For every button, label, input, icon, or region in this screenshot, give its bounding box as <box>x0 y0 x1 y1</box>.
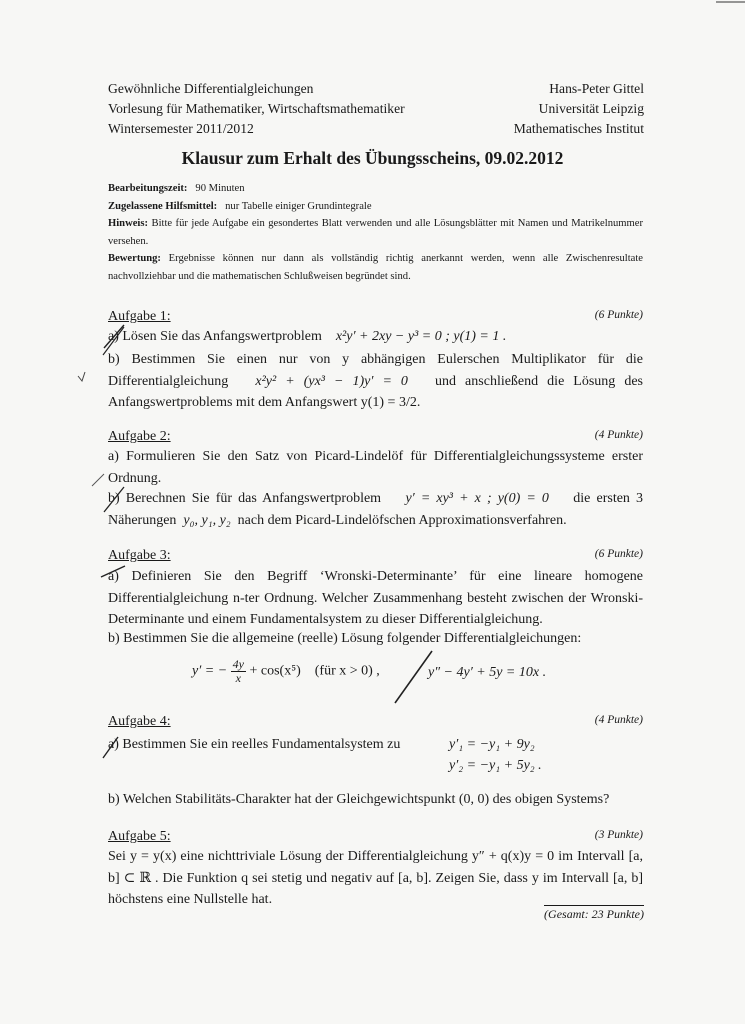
check-mark <box>78 372 85 381</box>
task-4-title: Aufgabe 4: <box>108 714 171 729</box>
task-2-points: (4 Punkte) <box>594 429 643 441</box>
task-2-title: Aufgabe 2: <box>108 429 171 444</box>
institute-name: Mathematisches Institut <box>513 121 644 136</box>
task-4-b-text: b) Welchen Stabilitäts-Charakter hat der Gleichgewichtspunkt (0, 0) des obigen Systems? <box>108 792 610 807</box>
exam-meta <box>108 180 643 286</box>
task-3-eq1 <box>192 658 380 685</box>
task-5-header <box>108 829 643 845</box>
task-5-points: (3 Punkte) <box>594 829 643 841</box>
total-points: (Gesamt: 23 Punkte) <box>544 907 644 921</box>
task-1-b <box>108 349 643 414</box>
time-label: Bearbeitungszeit: <box>108 183 188 194</box>
course-semester: Wintersemester 2011/2012 <box>108 121 254 136</box>
task-3-points: (6 Punkte) <box>594 548 643 560</box>
task-3-eq1-rhs: + cos(x⁵) <box>249 663 301 679</box>
course-audience: Vorlesung für Mathematiker, Wirtschaftsmathematiker <box>108 101 405 116</box>
task-5-title: Aufgabe 5: <box>108 829 171 844</box>
course-name: Gewöhnliche Differentialgleichungen <box>108 81 314 96</box>
task-3-a <box>108 566 643 631</box>
task-1-b-math: x²y² + (yx³ − 1)y′ = 0 <box>255 373 408 389</box>
task-2-b-math-2: y₀, y₁, y₂ <box>183 512 231 528</box>
hint-label: Hinweis: <box>108 218 149 230</box>
aids-label: Zugelassene Hilfsmittel: <box>108 200 218 212</box>
task-4-b <box>108 789 643 811</box>
task-2-b-math: y′ = xy³ + x ; y(0) = 0 <box>405 491 549 506</box>
institution-info <box>514 79 644 139</box>
task-3-eq2: y″ − 4y′ + 5y = 10x . <box>428 665 547 680</box>
task-2-b-text-3: nach dem Picard-Lindelöfschen Approximationsverfahren. <box>237 512 567 528</box>
course-info <box>108 79 405 139</box>
task-3-eq1-frac <box>231 658 246 685</box>
task-4-a <box>108 734 428 756</box>
task-3-eq1-den: x <box>235 671 241 685</box>
task-2-b <box>108 488 643 531</box>
task-1-a <box>108 326 643 348</box>
aids-value: nur Tabelle einiger Grundintegrale <box>225 200 372 212</box>
task-3-eq1-cond: (für x > 0) , <box>314 663 380 679</box>
strike-mark-3b <box>395 651 432 703</box>
task-2-b-text-1: b) Berechnen Sie für das Anfangswertproblem <box>108 491 382 506</box>
task-2-header <box>108 429 643 445</box>
task-2-a-text: a) Formulieren Sie den Satz von Picard-Lindelöf für Differentialgleichungssysteme erster Ordnung. <box>108 449 643 486</box>
task-2-b-text-2: die ersten 3 Näherungen <box>108 491 644 528</box>
task-1-a-math: x²y′ + 2xy − y³ = 0 ; y(1) = 1 . <box>335 329 507 344</box>
task-4-sys1: y′₁ = −y₁ + 9y₂ <box>449 737 535 752</box>
task-5-text: Sei y = y(x) eine nichttriviale Lösung der Differentialgleichung y″ + q(x)y = 0 im Intervall [a, b] ⊂ ℝ . Die Funktion q sei stetig und negativ auf [a, b]. Zeigen Sie, dass y im Intervall [a, b] höchstens eine Nullstelle hat. <box>108 849 643 907</box>
lecturer-name: Hans-Peter Gittel <box>549 81 644 96</box>
task-1-a-text: a) Lösen Sie das Anfangswertproblem <box>108 329 322 344</box>
task-3-header <box>108 548 643 564</box>
task-4-a-text: a) Bestimmen Sie ein reelles Fundamentalsystem zu <box>108 737 401 752</box>
task-1-title: Aufgabe 1: <box>108 309 171 324</box>
task-4-header <box>108 714 643 730</box>
task-3-b-text: b) Bestimmen Sie die allgemeine (reelle) Lösung folgender Differentialgleichungen: <box>108 631 582 646</box>
task-4-points: (4 Punkte) <box>594 714 643 726</box>
task-1-b-text-1: b) Bestimmen Sie einen nur von y abhängigen Eulerschen Multiplikator für die Differentialgleichung <box>108 352 643 389</box>
task-1-points: (6 Punkte) <box>594 309 643 321</box>
task-2-a <box>108 446 643 489</box>
task-3-title: Aufgabe 3: <box>108 548 171 563</box>
task-3-eq1-num: 4y <box>232 657 244 671</box>
task-1-b-text-2: und anschließend die Lösung des Anfangswertproblems mit dem Anfangswert y(1) = 3/2. <box>108 373 644 410</box>
task-3-a-text: a) Definieren Sie den Begriff ‘Wronski-Determinante’ für eine lineare homogene Differentialgleichung n-ter Ordnung. Welcher Zusammenhang besteht zwischen der Wronski-Determinante und einem Fundamentalsystem zu dieser Differentialgleichung. <box>108 569 643 627</box>
task-1-header <box>108 309 643 325</box>
task-4-sys2: y′₂ = −y₁ + 5y₂ . <box>449 758 542 773</box>
margin-tick <box>92 474 104 486</box>
eval-value: Ergebnisse können nur dann als vollständig richtig anerkannt werden, wenn alle Zwischenresultate nachvollziehbar und die mathematischen Schlußweisen begründet sind. <box>108 253 643 282</box>
university-name: Universität Leipzig <box>538 101 644 116</box>
hint-value: Bitte für jede Aufgabe ein gesondertes Blatt verwenden und alle Lösungsblätter mit Namen und Matrikelnummer versehen. <box>108 218 643 247</box>
eval-label: Bewertung: <box>108 253 161 265</box>
time-value: 90 Minuten <box>195 183 245 194</box>
exam-title: Klausur zum Erhalt des Übungsscheins, 09.02.2012 <box>181 148 564 168</box>
task-3-eq1-lhs: y′ = − <box>192 663 228 679</box>
task-3-b <box>108 628 643 650</box>
